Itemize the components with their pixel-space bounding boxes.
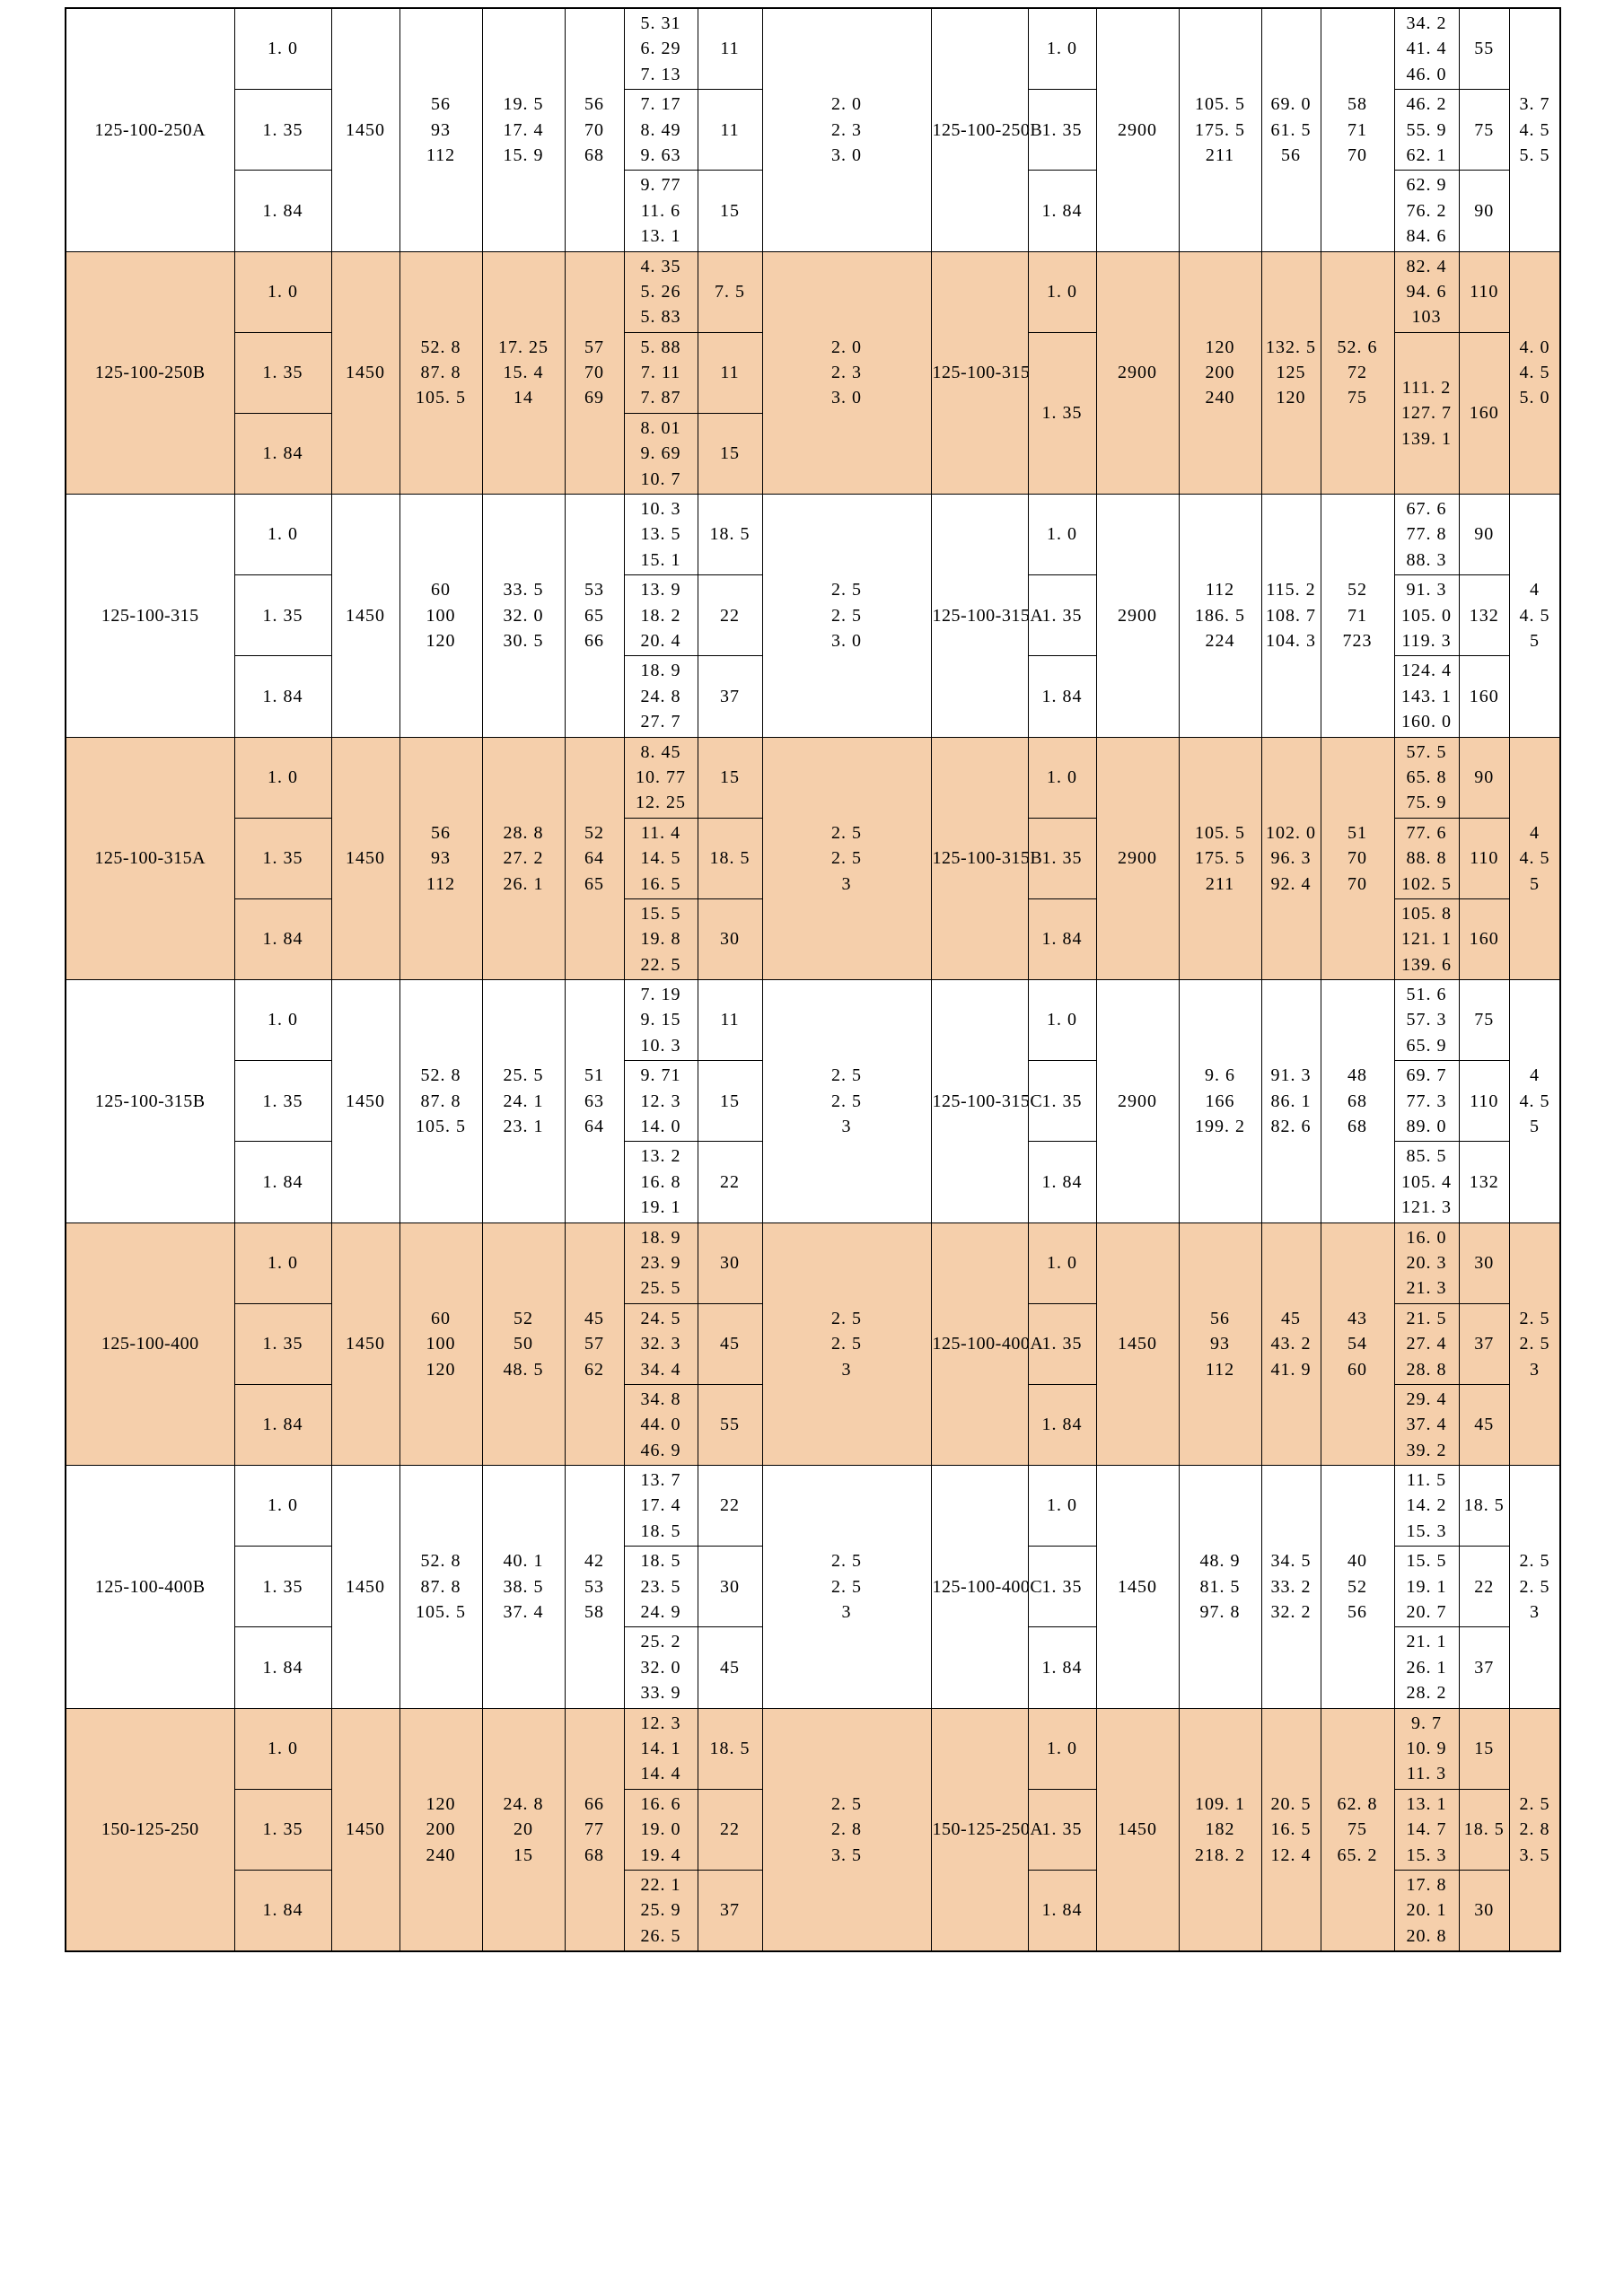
npsh-values: 2. 5 2. 5 3	[1510, 1222, 1561, 1466]
shaft-power-values: 15. 5 19. 1 20. 7	[1394, 1547, 1459, 1627]
shaft-power-values: 9. 77 11. 6 13. 1	[624, 171, 698, 251]
motor-power: 37	[698, 656, 762, 737]
npsh-values: 2. 5 2. 5 3	[762, 1222, 931, 1466]
model-name-left: 125-100-400B	[66, 1466, 234, 1709]
motor-power: 15	[698, 1061, 762, 1142]
rotation-speed: 1450	[1096, 1466, 1179, 1709]
impeller-ratio: 1. 0	[1028, 980, 1096, 1061]
head-values: 24. 8 20 15	[482, 1708, 565, 1951]
shaft-power-values: 51. 6 57. 3 65. 9	[1394, 980, 1459, 1061]
motor-power: 90	[1459, 737, 1510, 818]
impeller-ratio: 1. 35	[234, 332, 331, 413]
rotation-speed: 1450	[331, 980, 399, 1223]
impeller-ratio: 1. 35	[234, 575, 331, 656]
efficiency-values: 56 70 68	[565, 8, 624, 251]
table-row	[66, 251, 1560, 332]
motor-power: 18. 5	[1459, 1466, 1510, 1547]
motor-power: 22	[698, 1142, 762, 1222]
shaft-power-values: 25. 2 32. 0 33. 9	[624, 1627, 698, 1708]
shaft-power-values: 8. 01 9. 69 10. 7	[624, 413, 698, 494]
motor-power: 160	[1459, 332, 1510, 494]
motor-power: 7. 5	[698, 251, 762, 332]
efficiency-values: 43 54 60	[1321, 1222, 1394, 1466]
impeller-ratio: 1. 35	[234, 818, 331, 898]
shaft-power-values: 17. 8 20. 1 20. 8	[1394, 1870, 1459, 1951]
head-values: 91. 3 86. 1 82. 6	[1261, 980, 1321, 1223]
motor-power: 22	[698, 1466, 762, 1547]
impeller-ratio: 1. 35	[234, 1303, 331, 1384]
rotation-speed: 2900	[1096, 251, 1179, 495]
motor-power: 30	[698, 1547, 762, 1627]
shaft-power-values: 22. 1 25. 9 26. 5	[624, 1870, 698, 1951]
npsh-values: 2. 5 2. 5 3	[1510, 1466, 1561, 1709]
impeller-ratio: 1. 84	[234, 1627, 331, 1708]
model-name-right: 125-100-315	[931, 251, 1028, 495]
impeller-ratio: 1. 0	[234, 1222, 331, 1303]
efficiency-values: 66 77 68	[565, 1708, 624, 1951]
shaft-power-values: 67. 6 77. 8 88. 3	[1394, 495, 1459, 575]
model-name-right: 125-100-250B	[931, 8, 1028, 251]
npsh-values: 3. 7 4. 5 5. 5	[1510, 8, 1561, 251]
shaft-power-values: 46. 2 55. 9 62. 1	[1394, 90, 1459, 171]
model-name-right: 150-125-250A	[931, 1708, 1028, 1951]
impeller-ratio: 1. 84	[234, 656, 331, 737]
efficiency-values: 51 63 64	[565, 980, 624, 1223]
efficiency-values: 62. 8 75 65. 2	[1321, 1708, 1394, 1951]
shaft-power-values: 12. 3 14. 1 14. 4	[624, 1708, 698, 1789]
motor-power: 132	[1459, 1142, 1510, 1222]
motor-power: 110	[1459, 1061, 1510, 1142]
motor-power: 11	[698, 90, 762, 171]
shaft-power-values: 15. 5 19. 8 22. 5	[624, 898, 698, 979]
head-values: 115. 2 108. 7 104. 3	[1261, 495, 1321, 738]
motor-power: 11	[698, 332, 762, 413]
efficiency-values: 52 71 723	[1321, 495, 1394, 738]
shaft-power-values: 9. 7 10. 9 11. 3	[1394, 1708, 1459, 1789]
shaft-power-values: 13. 2 16. 8 19. 1	[624, 1142, 698, 1222]
flow-values: 120 200 240	[1179, 251, 1261, 495]
flow-values: 56 93 112	[1179, 1222, 1261, 1466]
impeller-ratio: 1. 0	[1028, 495, 1096, 575]
shaft-power-values: 8. 45 10. 77 12. 25	[624, 737, 698, 818]
head-values: 25. 5 24. 1 23. 1	[482, 980, 565, 1223]
model-name-right: 125-100-315A	[931, 495, 1028, 738]
impeller-ratio: 1. 0	[1028, 8, 1096, 90]
impeller-ratio: 1. 84	[234, 171, 331, 251]
table-row	[66, 1466, 1560, 1547]
model-name-left: 125-100-250A	[66, 8, 234, 251]
impeller-ratio: 1. 84	[1028, 1627, 1096, 1708]
model-name-left: 125-100-315A	[66, 737, 234, 980]
motor-power: 132	[1459, 575, 1510, 656]
impeller-ratio: 1. 0	[1028, 1708, 1096, 1789]
shaft-power-values: 11. 5 14. 2 15. 3	[1394, 1466, 1459, 1547]
motor-power: 22	[698, 1789, 762, 1870]
model-name-left: 125-100-315B	[66, 980, 234, 1223]
impeller-ratio: 1. 84	[234, 1870, 331, 1951]
impeller-ratio: 1. 35	[234, 1547, 331, 1627]
rotation-speed: 1450	[331, 495, 399, 738]
motor-power: 55	[698, 1384, 762, 1465]
flow-values: 48. 9 81. 5 97. 8	[1179, 1466, 1261, 1709]
rotation-speed: 2900	[1096, 737, 1179, 980]
table-row	[66, 1708, 1560, 1789]
npsh-values: 4. 0 4. 5 5. 0	[1510, 251, 1561, 495]
motor-power: 160	[1459, 898, 1510, 979]
shaft-power-values: 105. 8 121. 1 139. 6	[1394, 898, 1459, 979]
impeller-ratio: 1. 35	[1028, 1789, 1096, 1870]
efficiency-values: 40 52 56	[1321, 1466, 1394, 1709]
impeller-ratio: 1. 0	[234, 8, 331, 90]
shaft-power-values: 10. 3 13. 5 15. 1	[624, 495, 698, 575]
head-values: 102. 0 96. 3 92. 4	[1261, 737, 1321, 980]
shaft-power-values: 4. 35 5. 26 5. 83	[624, 251, 698, 332]
motor-power: 15	[698, 737, 762, 818]
motor-power: 11	[698, 8, 762, 90]
flow-values: 9. 6 166 199. 2	[1179, 980, 1261, 1223]
shaft-power-values: 85. 5 105. 4 121. 3	[1394, 1142, 1459, 1222]
impeller-ratio: 1. 35	[1028, 1547, 1096, 1627]
impeller-ratio: 1. 0	[234, 980, 331, 1061]
shaft-power-values: 82. 4 94. 6 103	[1394, 251, 1459, 332]
rotation-speed: 2900	[1096, 980, 1179, 1223]
impeller-ratio: 1. 84	[1028, 171, 1096, 251]
motor-power: 18. 5	[698, 495, 762, 575]
efficiency-values: 45 57 62	[565, 1222, 624, 1466]
shaft-power-values: 7. 19 9. 15 10. 3	[624, 980, 698, 1061]
npsh-values: 2. 5 2. 8 3. 5	[762, 1708, 931, 1951]
model-name-left: 150-125-250	[66, 1708, 234, 1951]
motor-power: 15	[698, 171, 762, 251]
shaft-power-values: 62. 9 76. 2 84. 6	[1394, 171, 1459, 251]
head-values: 69. 0 61. 5 56	[1261, 8, 1321, 251]
impeller-ratio: 1. 84	[234, 898, 331, 979]
flow-values: 105. 5 175. 5 211	[1179, 8, 1261, 251]
model-name-left: 125-100-315	[66, 495, 234, 738]
impeller-ratio: 1. 35	[234, 90, 331, 171]
table-row	[66, 737, 1560, 818]
motor-power: 15	[698, 413, 762, 494]
efficiency-values: 51 70 70	[1321, 737, 1394, 980]
flow-values: 52. 8 87. 8 105. 5	[399, 1466, 482, 1709]
npsh-values: 4 4. 5 5	[1510, 980, 1561, 1223]
model-name-right: 125-100-400A	[931, 1222, 1028, 1466]
impeller-ratio: 1. 84	[234, 1142, 331, 1222]
impeller-ratio: 1. 84	[234, 1384, 331, 1465]
head-values: 17. 25 15. 4 14	[482, 251, 565, 495]
motor-power: 15	[1459, 1708, 1510, 1789]
rotation-speed: 1450	[331, 1708, 399, 1951]
flow-values: 109. 1 182 218. 2	[1179, 1708, 1261, 1951]
motor-power: 37	[698, 1870, 762, 1951]
table-row	[66, 8, 1560, 90]
rotation-speed: 1450	[331, 251, 399, 495]
model-name-right: 125-100-315B	[931, 737, 1028, 980]
shaft-power-values: 29. 4 37. 4 39. 2	[1394, 1384, 1459, 1465]
impeller-ratio: 1. 84	[1028, 1142, 1096, 1222]
rotation-speed: 1450	[1096, 1708, 1179, 1951]
impeller-ratio: 1. 0	[1028, 1466, 1096, 1547]
efficiency-values: 52 64 65	[565, 737, 624, 980]
efficiency-values: 48 68 68	[1321, 980, 1394, 1223]
table-row	[66, 1222, 1560, 1303]
rotation-speed: 2900	[1096, 8, 1179, 251]
shaft-power-values: 18. 9 23. 9 25. 5	[624, 1222, 698, 1303]
impeller-ratio: 1. 84	[1028, 656, 1096, 737]
impeller-ratio: 1. 0	[1028, 737, 1096, 818]
motor-power: 45	[1459, 1384, 1510, 1465]
flow-values: 105. 5 175. 5 211	[1179, 737, 1261, 980]
rotation-speed: 1450	[331, 1222, 399, 1466]
impeller-ratio: 1. 84	[234, 413, 331, 494]
flow-values: 112 186. 5 224	[1179, 495, 1261, 738]
shaft-power-values: 21. 1 26. 1 28. 2	[1394, 1627, 1459, 1708]
model-name-right: 125-100-400C	[931, 1466, 1028, 1709]
npsh-values: 4 4. 5 5	[1510, 495, 1561, 738]
motor-power: 90	[1459, 171, 1510, 251]
motor-power: 30	[698, 898, 762, 979]
motor-power: 160	[1459, 656, 1510, 737]
head-values: 33. 5 32. 0 30. 5	[482, 495, 565, 738]
motor-power: 18. 5	[698, 818, 762, 898]
flow-values: 52. 8 87. 8 105. 5	[399, 251, 482, 495]
impeller-ratio: 1. 0	[234, 495, 331, 575]
impeller-ratio: 1. 0	[1028, 251, 1096, 332]
table-body	[66, 8, 1560, 1951]
motor-power: 30	[698, 1222, 762, 1303]
model-name-left: 125-100-250B	[66, 251, 234, 495]
impeller-ratio: 1. 0	[234, 251, 331, 332]
npsh-values: 2. 5 2. 5 3	[762, 737, 931, 980]
impeller-ratio: 1. 35	[234, 1061, 331, 1142]
shaft-power-values: 18. 9 24. 8 27. 7	[624, 656, 698, 737]
shaft-power-values: 5. 88 7. 11 7. 87	[624, 332, 698, 413]
head-values: 28. 8 27. 2 26. 1	[482, 737, 565, 980]
head-values: 20. 5 16. 5 12. 4	[1261, 1708, 1321, 1951]
shaft-power-values: 18. 5 23. 5 24. 9	[624, 1547, 698, 1627]
shaft-power-values: 69. 7 77. 3 89. 0	[1394, 1061, 1459, 1142]
shaft-power-values: 13. 7 17. 4 18. 5	[624, 1466, 698, 1547]
flow-values: 60 100 120	[399, 1222, 482, 1466]
impeller-ratio: 1. 84	[1028, 1870, 1096, 1951]
table-row	[66, 495, 1560, 575]
motor-power: 11	[698, 980, 762, 1061]
motor-power: 30	[1459, 1870, 1510, 1951]
motor-power: 90	[1459, 495, 1510, 575]
npsh-values: 4 4. 5 5	[1510, 737, 1561, 980]
head-values: 19. 5 17. 4 15. 9	[482, 8, 565, 251]
shaft-power-values: 21. 5 27. 4 28. 8	[1394, 1303, 1459, 1384]
efficiency-values: 57 70 69	[565, 251, 624, 495]
shaft-power-values: 7. 17 8. 49 9. 63	[624, 90, 698, 171]
motor-power: 22	[698, 575, 762, 656]
npsh-values: 2. 5 2. 5 3	[762, 980, 931, 1223]
shaft-power-values: 13. 9 18. 2 20. 4	[624, 575, 698, 656]
head-values: 132. 5 125 120	[1261, 251, 1321, 495]
shaft-power-values: 16. 0 20. 3 21. 3	[1394, 1222, 1459, 1303]
impeller-ratio: 1. 0	[234, 1708, 331, 1789]
shaft-power-values: 24. 5 32. 3 34. 4	[624, 1303, 698, 1384]
shaft-power-values: 5. 31 6. 29 7. 13	[624, 8, 698, 90]
impeller-ratio: 1. 35	[1028, 1061, 1096, 1142]
table-row	[66, 980, 1560, 1061]
motor-power: 37	[1459, 1303, 1510, 1384]
motor-power: 18. 5	[698, 1708, 762, 1789]
motor-power: 55	[1459, 8, 1510, 90]
head-values: 40. 1 38. 5 37. 4	[482, 1466, 565, 1709]
motor-power: 110	[1459, 251, 1510, 332]
impeller-ratio: 1. 35	[1028, 575, 1096, 656]
rotation-speed: 1450	[331, 737, 399, 980]
flow-values: 52. 8 87. 8 105. 5	[399, 980, 482, 1223]
rotation-speed: 1450	[331, 1466, 399, 1709]
efficiency-values: 52. 6 72 75	[1321, 251, 1394, 495]
head-values: 45 43. 2 41. 9	[1261, 1222, 1321, 1466]
shaft-power-values: 34. 2 41. 4 46. 0	[1394, 8, 1459, 90]
motor-power: 75	[1459, 980, 1510, 1061]
rotation-speed: 1450	[1096, 1222, 1179, 1466]
motor-power: 75	[1459, 90, 1510, 171]
impeller-ratio: 1. 0	[234, 737, 331, 818]
efficiency-values: 53 65 66	[565, 495, 624, 738]
motor-power: 18. 5	[1459, 1789, 1510, 1870]
flow-values: 60 100 120	[399, 495, 482, 738]
motor-power: 110	[1459, 818, 1510, 898]
impeller-ratio: 1. 35	[1028, 818, 1096, 898]
head-values: 52 50 48. 5	[482, 1222, 565, 1466]
motor-power: 30	[1459, 1222, 1510, 1303]
flow-values: 120 200 240	[399, 1708, 482, 1951]
flow-values: 56 93 112	[399, 737, 482, 980]
shaft-power-values: 91. 3 105. 0 119. 3	[1394, 575, 1459, 656]
impeller-ratio: 1. 35	[1028, 90, 1096, 171]
impeller-ratio: 1. 84	[1028, 1384, 1096, 1465]
shaft-power-values: 77. 6 88. 8 102. 5	[1394, 818, 1459, 898]
motor-power: 37	[1459, 1627, 1510, 1708]
impeller-ratio: 1. 84	[1028, 898, 1096, 979]
npsh-values: 2. 5 2. 5 3	[762, 1466, 931, 1709]
shaft-power-values: 111. 2 127. 7 139. 1	[1394, 332, 1459, 494]
motor-power: 22	[1459, 1547, 1510, 1627]
shaft-power-values: 34. 8 44. 0 46. 9	[624, 1384, 698, 1465]
flow-values: 56 93 112	[399, 8, 482, 251]
efficiency-values: 42 53 58	[565, 1466, 624, 1709]
npsh-values: 2. 0 2. 3 3. 0	[762, 8, 931, 251]
impeller-ratio: 1. 35	[1028, 1303, 1096, 1384]
shaft-power-values: 11. 4 14. 5 16. 5	[624, 818, 698, 898]
rotation-speed: 1450	[331, 8, 399, 251]
npsh-values: 2. 0 2. 3 3. 0	[762, 251, 931, 495]
impeller-ratio: 1. 35	[234, 1789, 331, 1870]
head-values: 34. 5 33. 2 32. 2	[1261, 1466, 1321, 1709]
motor-power: 45	[698, 1303, 762, 1384]
rotation-speed: 2900	[1096, 495, 1179, 738]
shaft-power-values: 57. 5 65. 8 75. 9	[1394, 737, 1459, 818]
model-name-left: 125-100-400	[66, 1222, 234, 1466]
npsh-values: 2. 5 2. 8 3. 5	[1510, 1708, 1561, 1951]
efficiency-values: 58 71 70	[1321, 8, 1394, 251]
impeller-ratio: 1. 0	[234, 1466, 331, 1547]
shaft-power-values: 124. 4 143. 1 160. 0	[1394, 656, 1459, 737]
impeller-ratio: 1. 0	[1028, 1222, 1096, 1303]
impeller-ratio: 1. 35	[1028, 332, 1096, 494]
motor-power: 45	[698, 1627, 762, 1708]
shaft-power-values: 13. 1 14. 7 15. 3	[1394, 1789, 1459, 1870]
npsh-values: 2. 5 2. 5 3. 0	[762, 495, 931, 738]
pump-performance-table	[65, 7, 1561, 1952]
shaft-power-values: 16. 6 19. 0 19. 4	[624, 1789, 698, 1870]
model-name-right: 125-100-315C	[931, 980, 1028, 1223]
shaft-power-values: 9. 71 12. 3 14. 0	[624, 1061, 698, 1142]
